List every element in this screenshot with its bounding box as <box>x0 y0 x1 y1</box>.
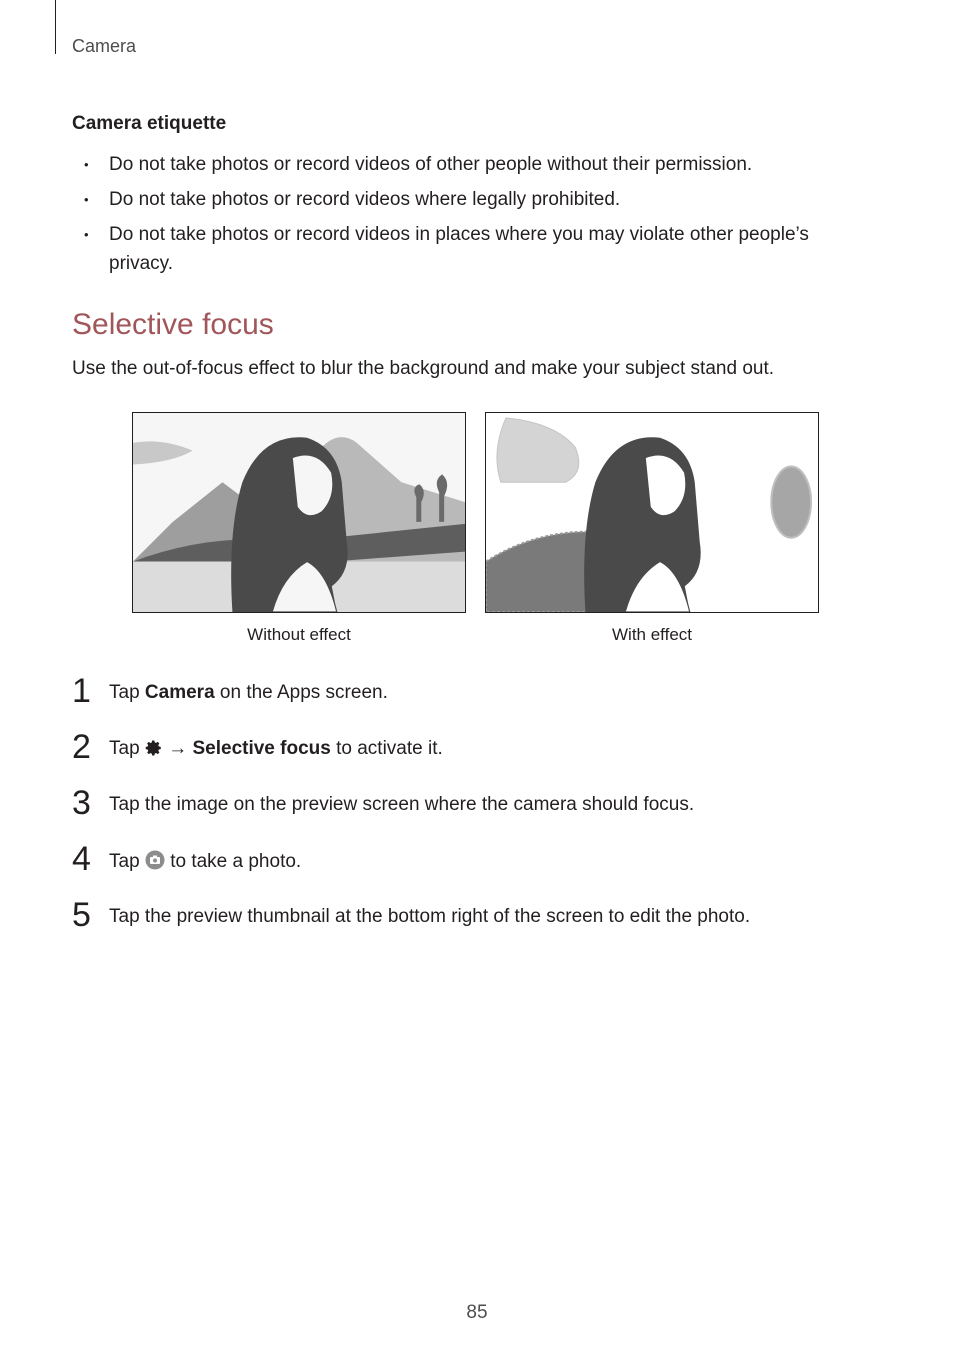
step-2 <box>72 728 872 772</box>
step-text: Tap to take a photo. <box>109 850 301 876</box>
step-4 <box>72 840 872 884</box>
illustration-sharp-background <box>133 413 465 612</box>
section-intro: Use the out-of-focus effect to blur the background and make your subject stand out. <box>72 358 775 379</box>
gear-icon <box>145 739 163 763</box>
step-5 <box>72 896 872 940</box>
step-number: 3 <box>72 784 91 822</box>
caption-without-effect: Without effect <box>247 625 351 644</box>
list-item-text: Do not take photos or record videos where legally prohibited. <box>109 189 621 210</box>
figure-without-effect <box>132 412 466 613</box>
step-1 <box>72 672 872 716</box>
ui-label-camera: Camera <box>144 682 215 703</box>
etiquette-list <box>72 150 852 284</box>
step-number: 1 <box>72 672 91 710</box>
list-item <box>72 150 852 179</box>
ui-label-selective-focus: Selective focus <box>192 738 331 759</box>
step-number: 4 <box>72 840 91 878</box>
bullet: • <box>84 192 89 207</box>
list-item <box>72 220 852 278</box>
list-item <box>72 185 852 214</box>
step-3 <box>72 784 872 828</box>
list-item-text: Do not take photos or record videos in places where you may violate other people’s privacy. <box>109 224 809 274</box>
step-text: Tap → Selective focus to activate it. <box>109 738 443 763</box>
caption-with-effect: With effect <box>612 625 692 644</box>
etiquette-title: Camera etiquette <box>72 113 227 134</box>
running-title: Camera <box>72 36 137 56</box>
step-number: 5 <box>72 896 91 934</box>
camera-shutter-icon <box>145 850 165 876</box>
section-title: Selective focus <box>72 308 274 341</box>
page-number: 85 <box>466 1302 488 1323</box>
step-text: Tap the image on the preview screen where the camera should focus. <box>109 794 695 815</box>
bullet: • <box>84 157 89 172</box>
figure-with-effect <box>485 412 819 613</box>
illustration-blurred-background <box>486 413 818 612</box>
step-number: 2 <box>72 728 91 766</box>
step-text: Tap Camera on the Apps screen. <box>109 682 388 703</box>
header-rule <box>55 0 56 54</box>
step-text: Tap the preview thumbnail at the bottom right of the screen to edit the photo. <box>109 906 751 927</box>
bullet: • <box>84 227 89 242</box>
list-item-text: Do not take photos or record videos of other people without their permission. <box>109 154 753 175</box>
